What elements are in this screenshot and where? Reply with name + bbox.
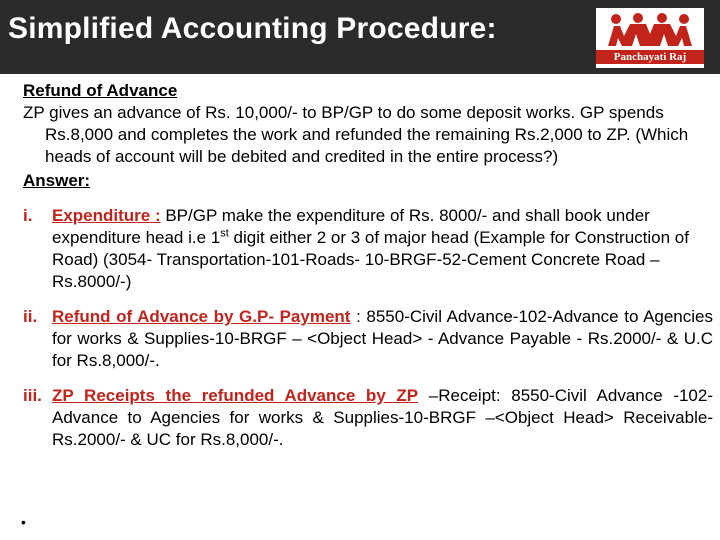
panchayati-raj-logo — [596, 8, 704, 68]
question-text: ZP gives an advance of Rs. 10,000/- to BP/GP to do some deposit works. GP spends Rs.8,000 and completes the work and refunded the remaining Rs.2,000 to ZP. (Which heads of account will be debited and credited in the entire process?) — [23, 103, 689, 166]
slide-header — [0, 0, 720, 74]
question-heading: Refund of Advance — [23, 81, 178, 100]
item-heading: Refund of Advance by G.P- Payment — [52, 307, 351, 326]
item-superscript: st — [220, 227, 229, 240]
answer-item-2 — [23, 306, 713, 372]
item-number: iii. — [23, 386, 42, 405]
item-number: ii. — [23, 307, 38, 326]
people-group-icon — [604, 12, 696, 50]
slide-body — [23, 80, 713, 451]
item-text: –Receipt: 8550-Civil Advance -102- Advance to Agencies for works & Supplies-10-BRGF –<Object Head> Receivable- Rs.2000/- & UC for Rs.8,000/-. — [52, 386, 714, 449]
item-text: : 8550-Civil Advance-102-Advance to Agencies for works & Supplies-10-BRGF – <Object Head> - Advance Payable - Rs.2000/- & U.C for Rs.8,000/-. — [52, 307, 713, 370]
answer-label: Answer: — [23, 171, 91, 190]
slide-title: Simplified Accounting Procedure: — [8, 12, 497, 45]
empty-bullet: • — [21, 514, 26, 530]
item-heading: Expenditure : — [52, 206, 161, 225]
item-text: BP/GP make the expenditure of Rs. 8000/- and shall book under expenditure head i.e 1 — [52, 206, 650, 247]
logo-text: Panchayati Raj — [596, 50, 704, 64]
item-text-cont: digit either 2 or 3 of major head (Example for Construction of Road) (3054- Transportation-101-Roads- 10-BRGF-52-Cement Concrete Road – Rs.8000/-) — [52, 228, 689, 291]
answer-item-3 — [23, 385, 713, 451]
answer-item-1 — [23, 205, 713, 293]
item-heading: ZP Receipts the refunded Advance by ZP — [52, 386, 419, 405]
item-number: i. — [23, 206, 33, 225]
